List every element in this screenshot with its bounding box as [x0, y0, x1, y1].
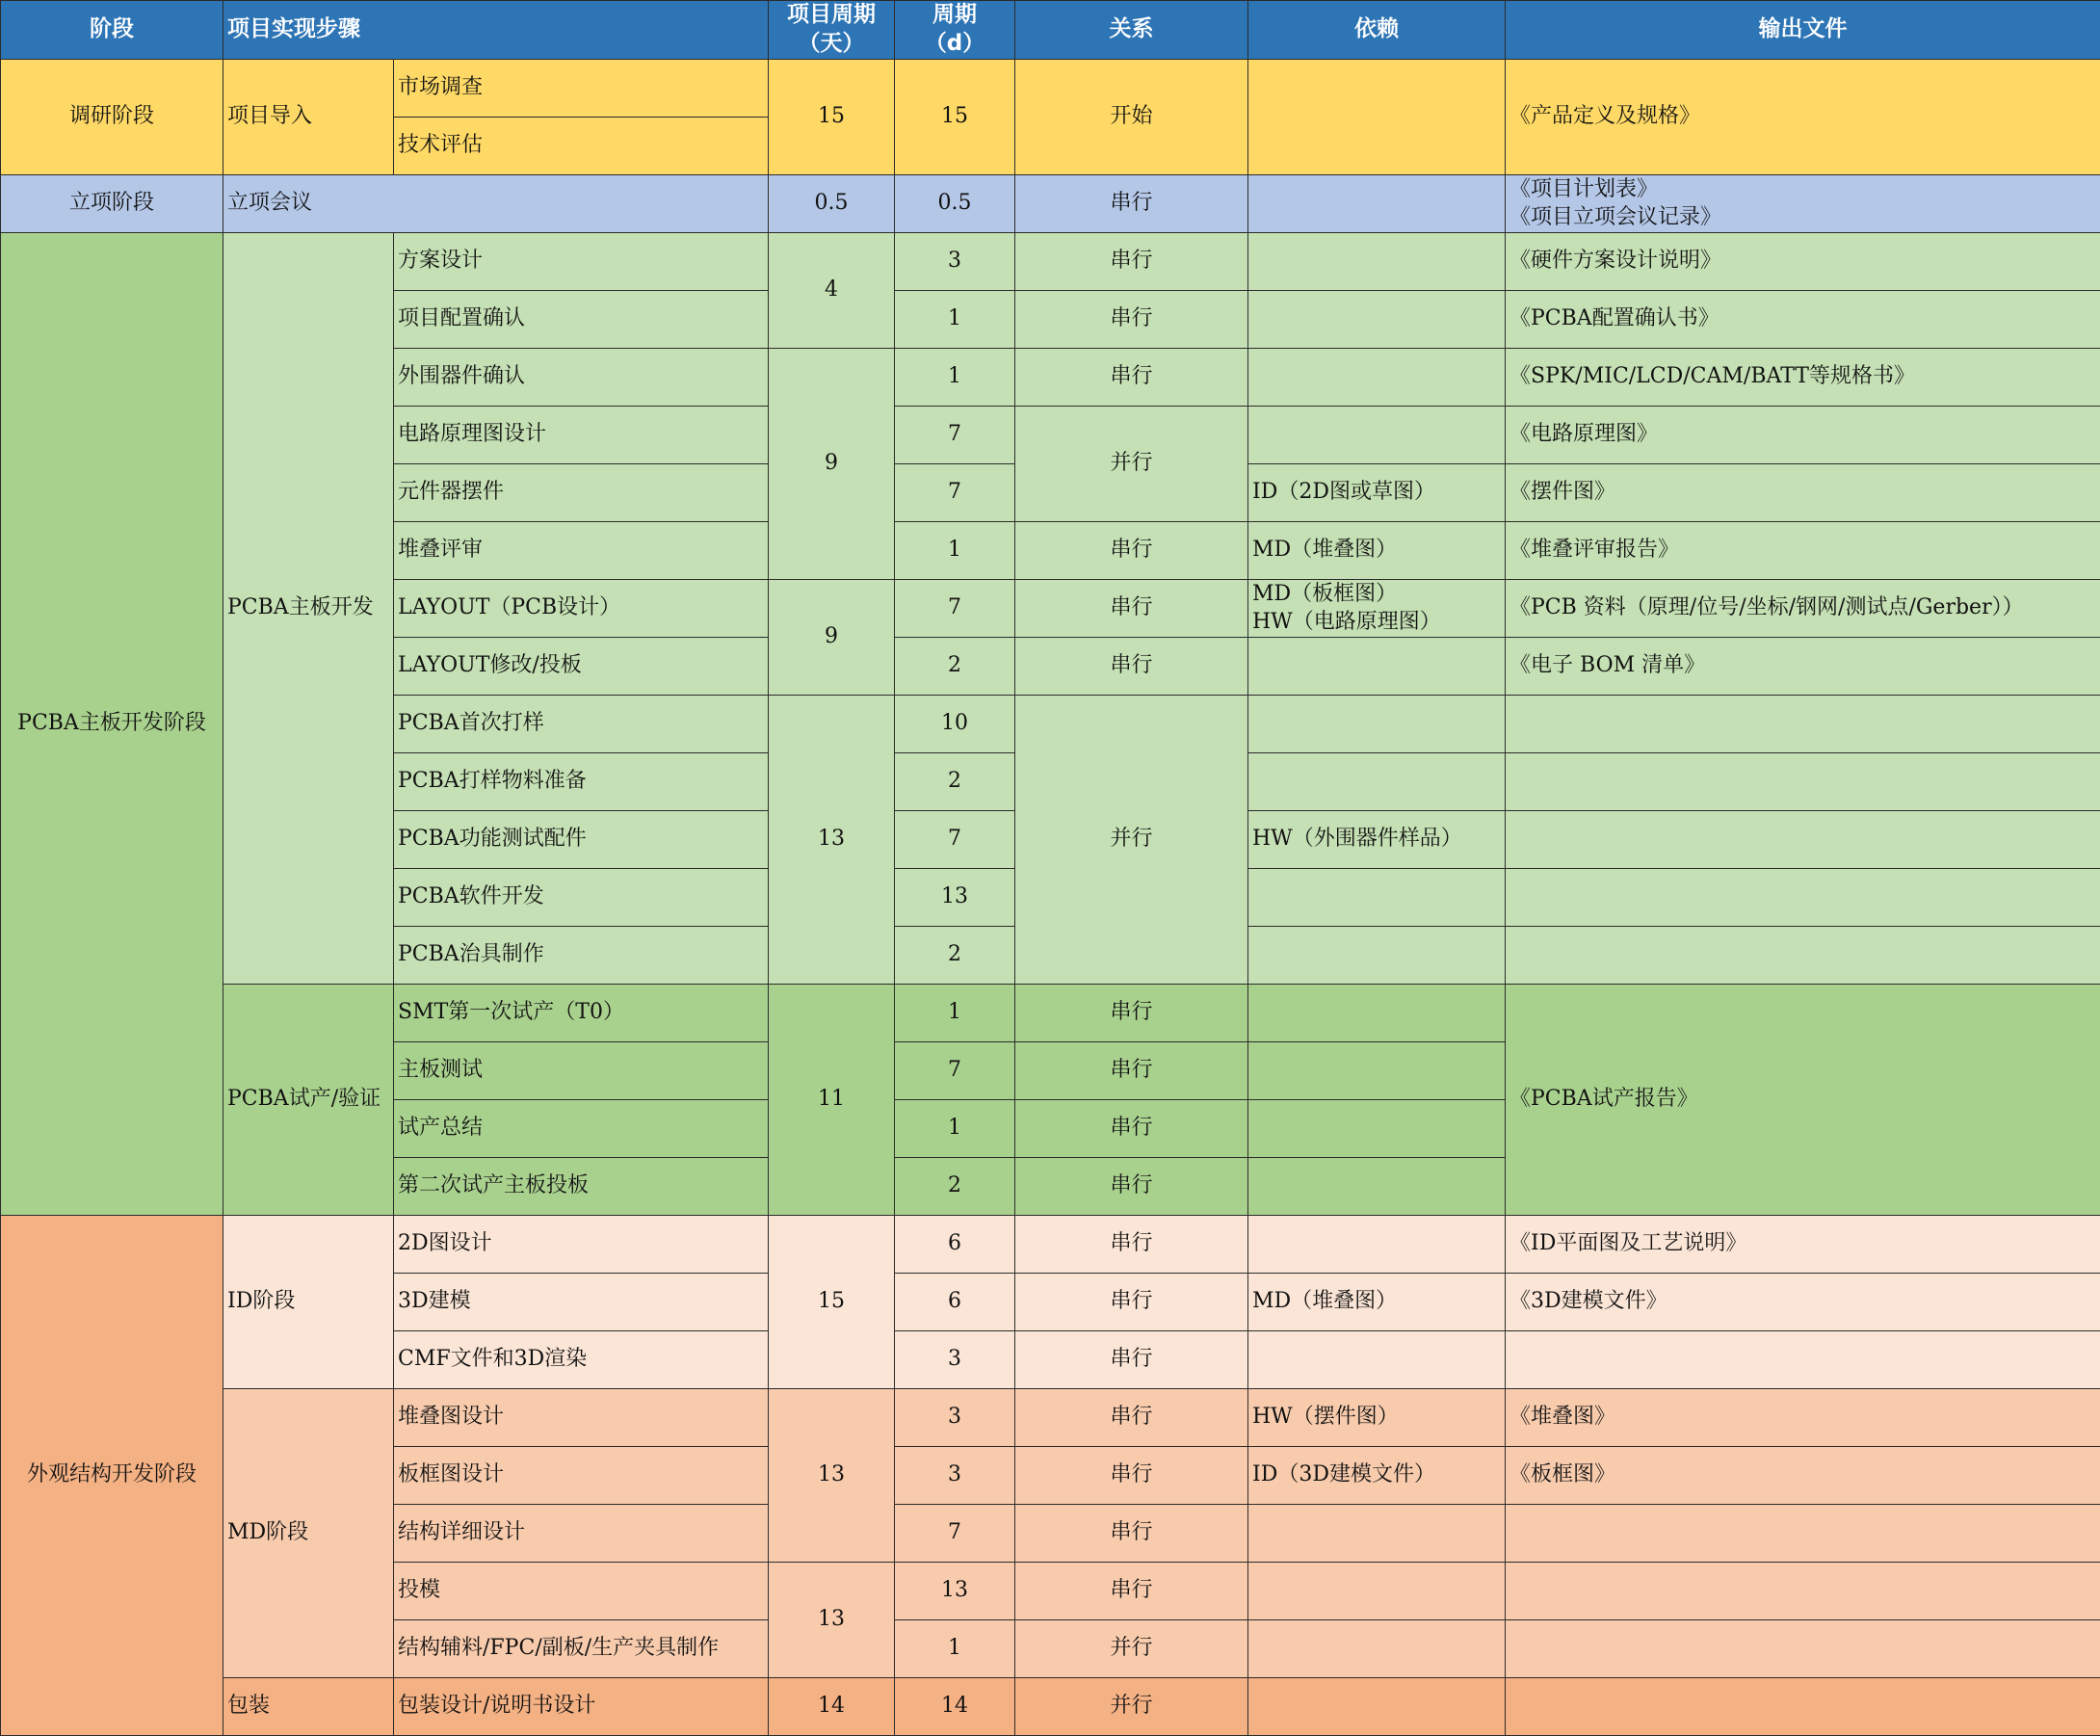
- period-days-cell: 14: [769, 1678, 895, 1736]
- step-cell: 板框图设计: [394, 1447, 769, 1505]
- header-relation: 关系: [1015, 1, 1248, 60]
- period-d-cell: 1: [895, 522, 1015, 580]
- dependency-cell: [1248, 638, 1506, 696]
- step-cell: 包装设计/说明书设计: [394, 1678, 769, 1736]
- dependency-cell: [1248, 407, 1506, 464]
- header-period-days-line1: 项目周期: [773, 1, 890, 30]
- step-cell: 方案设计: [394, 233, 769, 291]
- step-cell: 第二次试产主板投板: [394, 1158, 769, 1216]
- period-days-cell: 11: [769, 985, 895, 1216]
- relation-cell: 串行: [1015, 985, 1248, 1042]
- step-cell: 电路原理图设计: [394, 407, 769, 464]
- output-cell: 《电路原理图》: [1506, 407, 2100, 464]
- step-cell: 2D图设计: [394, 1216, 769, 1274]
- group-initiation-meeting: 立项会议: [223, 175, 769, 233]
- relation-cell: 并行: [1015, 1620, 1248, 1678]
- group-project-import: 项目导入: [223, 60, 394, 175]
- relation-cell: 串行: [1015, 291, 1248, 349]
- period-days-cell: 15: [769, 60, 895, 175]
- period-d-cell: 0.5: [895, 175, 1015, 233]
- step-cell: PCBA软件开发: [394, 869, 769, 927]
- period-d-cell: 14: [895, 1678, 1015, 1736]
- dependency-line: MD（板框图）: [1252, 581, 1501, 609]
- group-pcba-dev: PCBA主板开发: [223, 233, 394, 985]
- output-cell: 《摆件图》: [1506, 464, 2100, 522]
- step-cell: 堆叠图设计: [394, 1389, 769, 1447]
- period-days-cell: 15: [769, 1216, 895, 1389]
- output-cell: 《堆叠图》: [1506, 1389, 2100, 1447]
- relation-cell: 串行: [1015, 349, 1248, 407]
- period-d-cell: 1: [895, 1100, 1015, 1158]
- period-d-cell: 1: [895, 985, 1015, 1042]
- step-cell: 试产总结: [394, 1100, 769, 1158]
- period-days-cell: 0.5: [769, 175, 895, 233]
- period-d-cell: 2: [895, 753, 1015, 811]
- dependency-cell: [1248, 1505, 1506, 1563]
- relation-cell: 串行: [1015, 1100, 1248, 1158]
- relation-cell: 串行: [1015, 1158, 1248, 1216]
- dependency-cell: MD（堆叠图）: [1248, 1274, 1506, 1331]
- step-cell: PCBA首次打样: [394, 696, 769, 753]
- step-cell: 主板测试: [394, 1042, 769, 1100]
- step-cell: PCBA打样物料准备: [394, 753, 769, 811]
- relation-cell: 串行: [1015, 522, 1248, 580]
- step-cell: 技术评估: [394, 118, 769, 175]
- table-row: [1, 1216, 2100, 1274]
- period-d-cell: 3: [895, 1331, 1015, 1389]
- output-cell: 《SPK/MIC/LCD/CAM/BATT等规格书》: [1506, 349, 2100, 407]
- relation-cell: 串行: [1015, 1042, 1248, 1100]
- stage-pcba: PCBA主板开发阶段: [1, 233, 223, 1216]
- dependency-cell: ID（2D图或草图）: [1248, 464, 1506, 522]
- output-cell: 《堆叠评审报告》: [1506, 522, 2100, 580]
- step-cell: LAYOUT修改/投板: [394, 638, 769, 696]
- header-dependency: 依赖: [1248, 1, 1506, 60]
- period-days-cell: 9: [769, 580, 895, 696]
- dependency-cell: [1248, 175, 1506, 233]
- stage-initiation: 立项阶段: [1, 175, 223, 233]
- period-d-cell: 7: [895, 464, 1015, 522]
- output-cell: [1506, 869, 2100, 927]
- output-cell: 《板框图》: [1506, 1447, 2100, 1505]
- relation-cell: 串行: [1015, 1274, 1248, 1331]
- dependency-cell: [1248, 753, 1506, 811]
- period-days-cell: 13: [769, 1563, 895, 1678]
- step-cell: 元件器摆件: [394, 464, 769, 522]
- dependency-cell: [1248, 1331, 1506, 1389]
- relation-cell: 串行: [1015, 175, 1248, 233]
- period-d-cell: 15: [895, 60, 1015, 175]
- relation-cell: 串行: [1015, 1505, 1248, 1563]
- output-cell: [1506, 927, 2100, 985]
- stage-research: 调研阶段: [1, 60, 223, 175]
- step-cell: SMT第一次试产（T0）: [394, 985, 769, 1042]
- dependency-cell: [1248, 1678, 1506, 1736]
- relation-cell: 串行: [1015, 1216, 1248, 1274]
- period-days-cell: 4: [769, 233, 895, 349]
- dependency-cell: [1248, 349, 1506, 407]
- header-output: 输出文件: [1506, 1, 2100, 60]
- output-cell: 《PCBA试产报告》: [1506, 985, 2100, 1216]
- relation-cell: 串行: [1015, 1389, 1248, 1447]
- table-row: [1, 60, 2100, 118]
- header-period-d-line2: （d）: [899, 30, 1011, 59]
- output-cell: 《ID平面图及工艺说明》: [1506, 1216, 2100, 1274]
- relation-cell: 串行: [1015, 1447, 1248, 1505]
- step-cell: 投模: [394, 1563, 769, 1620]
- period-days-cell: 9: [769, 349, 895, 580]
- dependency-cell: [1248, 927, 1506, 985]
- period-d-cell: 2: [895, 1158, 1015, 1216]
- period-d-cell: 7: [895, 580, 1015, 638]
- step-cell: 结构辅料/FPC/副板/生产夹具制作: [394, 1620, 769, 1678]
- group-pcba-trial: PCBA试产/验证: [223, 985, 394, 1216]
- period-d-cell: 7: [895, 811, 1015, 869]
- output-cell: [1506, 1620, 2100, 1678]
- header-period-days: [769, 1, 895, 60]
- period-d-cell: 1: [895, 1620, 1015, 1678]
- output-cell: 《PCB 资料（原理/位号/坐标/钢网/测试点/Gerber））: [1506, 580, 2100, 638]
- header-steps: 项目实现步骤: [223, 1, 769, 60]
- period-d-cell: 3: [895, 1389, 1015, 1447]
- table-row: [1, 1678, 2100, 1736]
- header-period-d-line1: 周期: [899, 1, 1011, 30]
- output-cell: [1506, 696, 2100, 753]
- output-line: 《项目计划表》: [1509, 176, 2096, 204]
- dependency-cell: [1248, 233, 1506, 291]
- dependency-cell: [1248, 696, 1506, 753]
- relation-cell: 并行: [1015, 407, 1248, 522]
- output-cell: 《3D建模文件》: [1506, 1274, 2100, 1331]
- table-row: [1, 233, 2100, 291]
- step-cell: 堆叠评审: [394, 522, 769, 580]
- output-cell: [1506, 1563, 2100, 1620]
- step-cell: PCBA治具制作: [394, 927, 769, 985]
- step-cell: CMF文件和3D渲染: [394, 1331, 769, 1389]
- group-id: ID阶段: [223, 1216, 394, 1389]
- dependency-cell: MD（堆叠图）: [1248, 522, 1506, 580]
- header-period-days-line2: （天）: [773, 30, 890, 59]
- step-cell: LAYOUT（PCB设计）: [394, 580, 769, 638]
- period-d-cell: 13: [895, 1563, 1015, 1620]
- relation-cell: 并行: [1015, 696, 1248, 985]
- output-line: 《项目立项会议记录》: [1509, 204, 2096, 232]
- dependency-cell: ID（3D建模文件）: [1248, 1447, 1506, 1505]
- step-cell: 项目配置确认: [394, 291, 769, 349]
- period-d-cell: 6: [895, 1216, 1015, 1274]
- group-packaging: 包装: [223, 1678, 394, 1736]
- relation-cell: 并行: [1015, 1678, 1248, 1736]
- period-d-cell: 13: [895, 869, 1015, 927]
- relation-cell: 串行: [1015, 580, 1248, 638]
- dependency-cell: [1248, 1563, 1506, 1620]
- table-row: [1, 175, 2100, 233]
- output-cell: [1506, 811, 2100, 869]
- relation-cell: 开始: [1015, 60, 1248, 175]
- dependency-cell: [1248, 1100, 1506, 1158]
- output-cell: 《硬件方案设计说明》: [1506, 233, 2100, 291]
- relation-cell: 串行: [1015, 1331, 1248, 1389]
- period-d-cell: 1: [895, 349, 1015, 407]
- period-d-cell: 7: [895, 1042, 1015, 1100]
- table-row: [1, 1389, 2100, 1447]
- header-row: [1, 1, 2100, 60]
- output-cell: [1506, 753, 2100, 811]
- output-cell: [1506, 1505, 2100, 1563]
- output-cell: [1506, 1331, 2100, 1389]
- dependency-cell: [1248, 985, 1506, 1042]
- dependency-cell: [1248, 291, 1506, 349]
- period-d-cell: 2: [895, 638, 1015, 696]
- table-row: [1, 985, 2100, 1042]
- output-cell: [1506, 175, 2100, 233]
- dependency-cell: [1248, 580, 1506, 638]
- step-cell: PCBA功能测试配件: [394, 811, 769, 869]
- step-cell: 3D建模: [394, 1274, 769, 1331]
- group-md: MD阶段: [223, 1389, 394, 1678]
- period-d-cell: 6: [895, 1274, 1015, 1331]
- dependency-cell: [1248, 60, 1506, 175]
- output-cell: 《产品定义及规格》: [1506, 60, 2100, 175]
- output-cell: 《PCBA配置确认书》: [1506, 291, 2100, 349]
- period-days-cell: 13: [769, 696, 895, 985]
- header-period-d: [895, 1, 1015, 60]
- stage-appearance: 外观结构开发阶段: [1, 1216, 223, 1736]
- output-cell: [1506, 1678, 2100, 1736]
- period-days-cell: 13: [769, 1389, 895, 1563]
- relation-cell: 串行: [1015, 1563, 1248, 1620]
- period-d-cell: 1: [895, 291, 1015, 349]
- relation-cell: 串行: [1015, 638, 1248, 696]
- period-d-cell: 7: [895, 1505, 1015, 1563]
- dependency-cell: [1248, 1216, 1506, 1274]
- relation-cell: 串行: [1015, 233, 1248, 291]
- step-cell: 结构详细设计: [394, 1505, 769, 1563]
- period-d-cell: 3: [895, 233, 1015, 291]
- step-cell: 外围器件确认: [394, 349, 769, 407]
- dependency-cell: [1248, 1042, 1506, 1100]
- period-d-cell: 7: [895, 407, 1015, 464]
- output-cell: 《电子 BOM 清单》: [1506, 638, 2100, 696]
- dependency-cell: [1248, 1620, 1506, 1678]
- dependency-cell: HW（摆件图）: [1248, 1389, 1506, 1447]
- header-stage: 阶段: [1, 1, 223, 60]
- dependency-cell: [1248, 869, 1506, 927]
- period-d-cell: 2: [895, 927, 1015, 985]
- period-d-cell: 3: [895, 1447, 1015, 1505]
- dependency-cell: HW（外围器件样品）: [1248, 811, 1506, 869]
- period-d-cell: 10: [895, 696, 1015, 753]
- step-cell: 市场调查: [394, 60, 769, 118]
- dependency-cell: [1248, 1158, 1506, 1216]
- dependency-line: HW（电路原理图）: [1252, 609, 1501, 637]
